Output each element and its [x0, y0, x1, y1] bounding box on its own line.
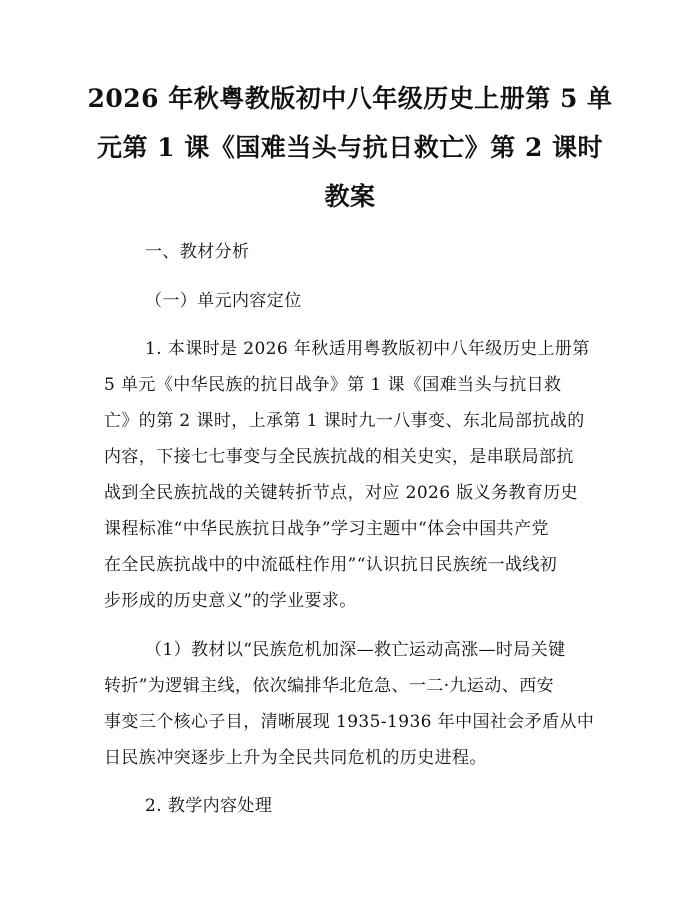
paragraph-1-line-1: 1. 本课时是 2026 年秋适用粤教版初中八年级历史上册第: [145, 339, 590, 359]
paragraph-1-line-3: 亡》的第 2 课时，上承第 1 课时九一八事变、东北局部抗战的: [104, 411, 585, 431]
paragraph-1-line-7: 在全民族抗战中的中流砥柱作用”“认识抗日民族统一战线初: [104, 555, 558, 575]
document-title-line-1: 2026 年秋粤教版初中八年级历史上册第 5 单: [87, 84, 613, 113]
section-heading-teaching-material-analysis: 一、教材分析: [145, 242, 250, 262]
paragraph-1-line-2: 5 单元《中华民族的抗日战争》第 1 课《国难当头与抗日救: [104, 375, 562, 395]
paragraph-1-line-6: 课程标准“中华民族抗日战争”学习主题中“体会中国共产党: [104, 519, 549, 539]
paragraph-2-line-2: 转折”为逻辑主线，依次编排华北危急、一二·九运动、西安: [104, 676, 554, 696]
paragraph-1-line-4: 内容，下接七七事变与全民族抗战的相关史实，是串联局部抗: [104, 447, 574, 467]
paragraph-2-line-4: 日民族冲突逐步上升为全民共同危机的历史进程。: [104, 748, 487, 768]
paragraph-1-line-5: 战到全民族抗战的关键转折节点，对应 2026 版义务教育历史: [104, 483, 579, 503]
paragraph-2-line-1: （1）教材以“民族危机加深—救亡运动高涨—时局关键: [145, 640, 566, 660]
document-title-line-2: 元第 1 课《国难当头与抗日救亡》第 2 课时: [96, 133, 604, 162]
subsection-heading-unit-positioning: （一）单元内容定位: [145, 291, 302, 311]
paragraph-1-line-8: 步形成的历史意义”的学业要求。: [104, 591, 357, 611]
item-heading-content-processing: 2. 教学内容处理: [145, 796, 273, 816]
paragraph-2-line-3: 事变三个核心子目，清晰展现 1935-1936 年中国社会矛盾从中: [104, 712, 595, 732]
document-title-line-3: 教案: [324, 182, 376, 211]
